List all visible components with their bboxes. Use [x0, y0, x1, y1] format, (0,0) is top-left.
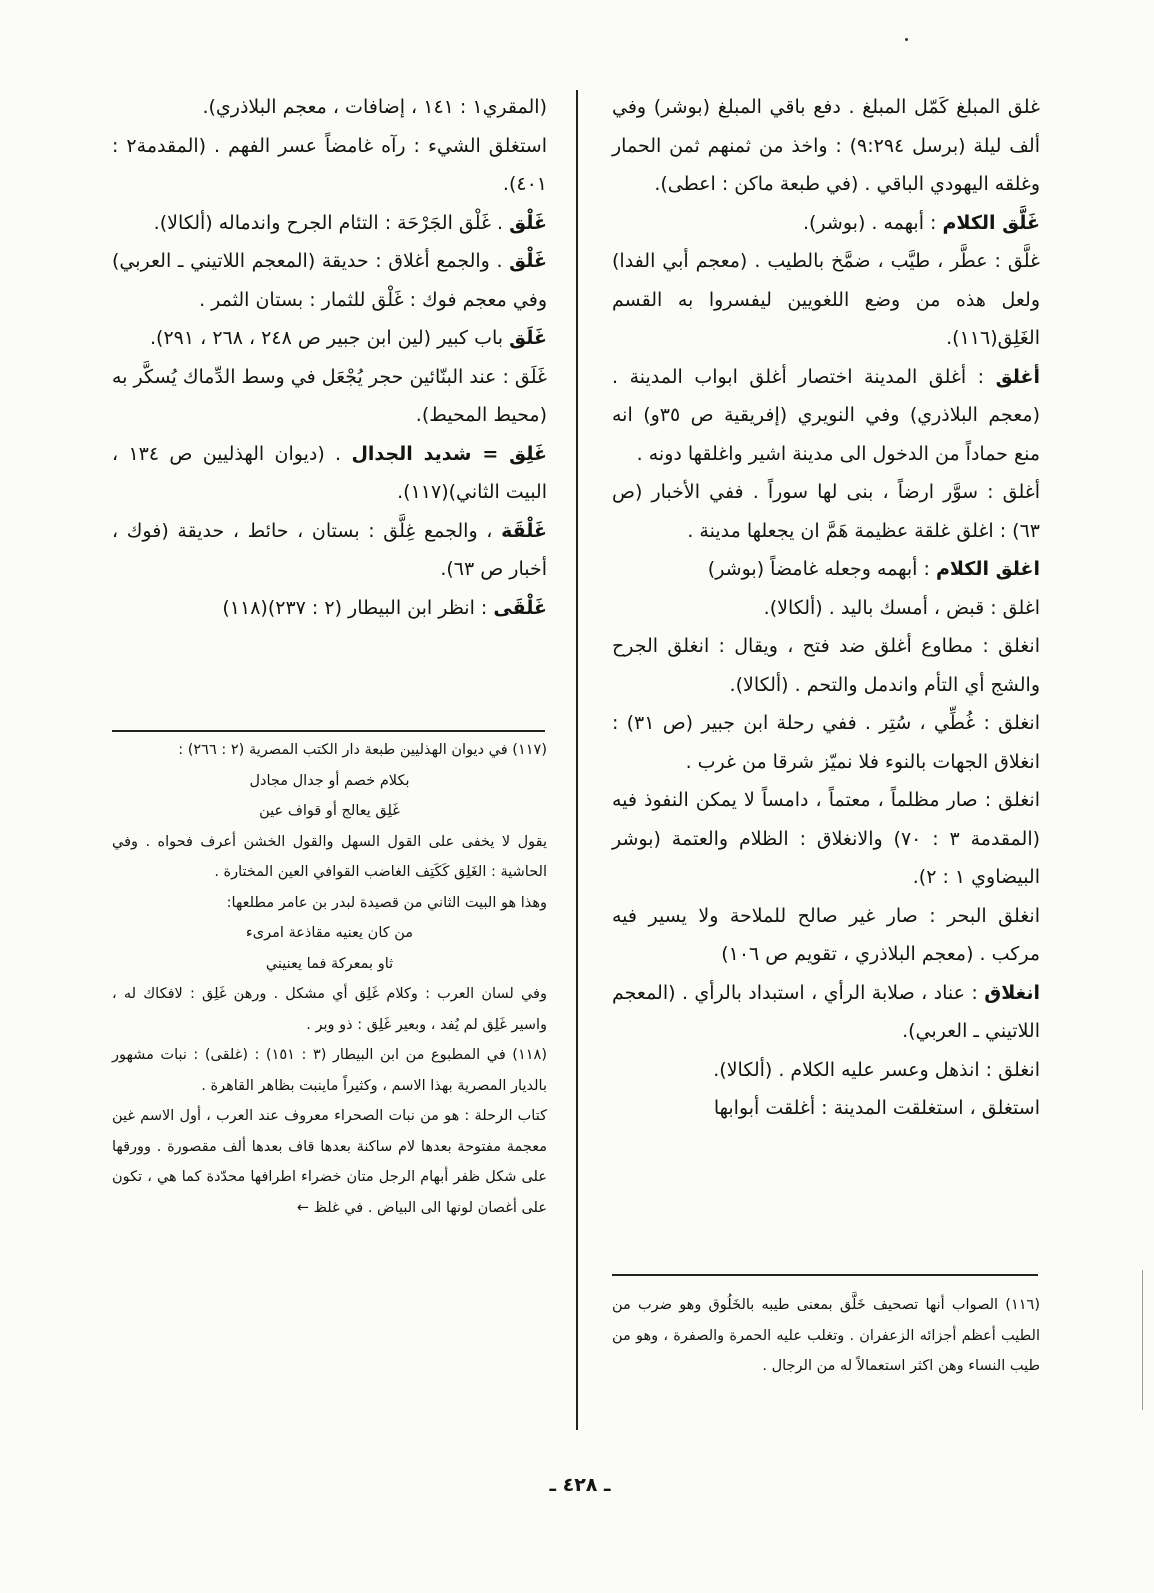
entry-text: باب كبير (لين ابن جبير ص ٢٤٨ ، ٢٦٨ ، ٢٩١). [150, 327, 504, 349]
left-footnotes [112, 735, 547, 1223]
footnote-paragraph: يقول لا يخفى على القول السهل والقول الخشن أعرف فحواه . وفي الحاشية : الغَلِق كَكَتِف الغاضب القوافي العين المختارة . [112, 833, 547, 880]
page-number: ـ ٤٢٨ ـ [549, 1474, 611, 1496]
dictionary-entry [112, 242, 547, 319]
headword: أغلق [995, 365, 1040, 388]
footnote-paragraph: وفي لسان العرب : وكلام غَلِق أي مشكل . ورهن غَلِق : لافكاك له ، واسير غَلِق لم يُفد ، وبعير غَلِق : ذو وبر . [112, 986, 547, 1033]
entry-text: اغلق : قبض ، أمسك باليد . (ألكالا). [763, 596, 1040, 619]
footnote-paragraph: كتاب الرحلة : هو من نبات الصحراء معروف عند العرب ، أول الاسم غين معجمة مفتوحة بعدها لام ساكنة بعدها قاف بعدها ألف مقصورة . وورقها على شكل ظفر أبهام الرجل متان خضراء اطرافها محدّدة كما هي ، تكون على أغصان لونها الى البياض . في غلظ ← [112, 1108, 547, 1216]
dictionary-entry [612, 974, 1040, 1051]
headword: غَلَّق الكلام [942, 211, 1040, 234]
headword: غَلِق = شديد الجدال [351, 442, 547, 465]
entry-text: انغلق : مطاوع أغلق ضد فتح ، ويقال : انغلق الجرح والشج أي التأم واندمل والتحم . (ألكالا). [612, 635, 1040, 696]
entry-text: انغلق : انذهل وعسر عليه الكلام . (ألكالا). [713, 1058, 1040, 1081]
entry-text: : أبهمه وجعله غامضاً (بوشر) [707, 558, 930, 580]
entry-text: . (ديوان الهذليين ص ١٣٤ ، البيت الثاني)(١١٧). [112, 442, 547, 503]
entry-text: استغلق ، استغلقت المدينة : أغلقت أبوابها [713, 1097, 1040, 1119]
verse-line: بكلام خصم أو جدال مجادل [249, 772, 410, 789]
entry-text: (المقري١ : ١٤١ ، إضافات ، معجم البلاذري). [202, 96, 547, 118]
entry-text: غَلَق : عند البنّائين حجر يُجْعَل في وسط الدِّماك يُسكَّر به (محيط المحيط). [112, 365, 547, 426]
dictionary-entry [112, 88, 547, 127]
headword: اغلق الكلام [935, 558, 1040, 580]
entry-text: غلق المبلغ كَمّل المبلغ . دفع باقي المبلغ (بوشر) وفي ألف ليلة (برسل ٩:٢٩٤) : واخذ من ثمنهم ثمن الحمار وغلقه اليهودي الباقي . (في طبعة ماكن : اعطى). [612, 96, 1040, 195]
entry-text: : أغلق المدينة اختصار أغلق ابواب المدينة . (معجم البلاذري) وفي النويري (إفريقية ص ٣٥و) انه منع حماداً من الدخول الى مدينة اشير واغلقها دونه . [612, 365, 1040, 465]
headword: غَلْق [509, 250, 547, 272]
dictionary-entry [112, 127, 547, 204]
right-footnotes [612, 1290, 1040, 1382]
entry-text: ، والجمع غِلَّق : بستان ، حائط ، حديقة (فوك ، أخبار ص ٦٣). [112, 519, 547, 580]
dictionary-entry [612, 781, 1040, 897]
dictionary-entry [612, 897, 1040, 974]
entry-text: انغلق البحر : صار غير صالح للملاحة ولا يسير فيه مركب . (معجم البلاذري ، تقويم ص ١٠٦) [612, 904, 1040, 965]
dictionary-entry [612, 589, 1040, 628]
footnote-paragraph: وهذا هو البيت الثاني من قصيدة لبدر بن عامر مطلعها: [226, 894, 547, 911]
speck [905, 38, 908, 41]
entry-text: : عناد ، صلابة الرأي ، استبداد بالرأي . (المعجم اللاتيني ـ العربي). [612, 981, 1040, 1042]
dictionary-entry [612, 1051, 1040, 1090]
right-footnote-rule [612, 1274, 1038, 1276]
entry-text: غلَّق : عطَّر ، طيَّب ، ضمَّخ بالطيب . (معجم أبي الفدا) ولعل هذه من وضع اللغويين ليفسروا به القسم الغَلِق(١١٦). [612, 250, 1040, 349]
right-column [612, 88, 1040, 1128]
dictionary-entry [112, 204, 547, 243]
dictionary-entry [612, 704, 1040, 781]
dictionary-entry [612, 204, 1040, 243]
dictionary-entry [612, 242, 1040, 358]
dictionary-entry [112, 589, 547, 628]
headword: غَلْقَى [493, 596, 547, 619]
headword: غَلَق [509, 327, 547, 349]
footnote-paragraph: (١١٨) في المطبوع من ابن البيطار (٣ : ١٥١) : (غلقى) : نبات مشهور بالديار المصرية بهذا الاسم ، وكثيراً ماينبت بظاهر القاهرة . [112, 1047, 547, 1094]
verse-line: ثاو بمعركة فما يعنيني [265, 955, 394, 972]
entry-text: استغلق الشيء : رآه غامضاً عسر الفهم . (المقدمة٢ : ٤٠١). [112, 134, 547, 195]
verse-line: غَلِق يعالج أو قواف عين [259, 803, 400, 819]
dictionary-entry [612, 473, 1040, 550]
dictionary-entry [612, 358, 1040, 474]
footnote-paragraph: (١١٧) في ديوان الهذليين طبعة دار الكتب المصرية (٢ : ٢٦٦) : [178, 742, 547, 758]
dictionary-entry [612, 88, 1040, 204]
entry-text: . والجمع أغلاق : حديقة (المعجم اللاتيني ـ العربي) وفي معجم فوك : غَلْق للثمار : بستان الثمر . [112, 250, 547, 311]
left-column [112, 88, 547, 627]
entry-text: : أبهمه . (بوشر). [802, 211, 937, 234]
entry-text: أغلق : سوَّر ارضاً ، بنى لها سوراً . ففي الأخبار (ص ٦٣) : اغلق غلقة عظيمة هَمَّ ان يجعلها مدينة . [612, 481, 1040, 542]
dictionary-entry [612, 1089, 1040, 1128]
headword: غَلْق [509, 211, 547, 234]
entry-text: : انظر ابن البيطار (٢ : ٢٣٧)(١١٨) [222, 596, 488, 619]
headword: انغلاق [984, 981, 1040, 1004]
verse-line: من كان يعنيه مقاذعة امرىء [245, 925, 414, 941]
headword: غَلْقَة [501, 519, 547, 542]
dictionary-entry [112, 435, 547, 512]
entry-text: انغلق : صار مظلماً ، معتماً ، دامساً لا يمكن النفوذ فيه (المقدمة ٣ : ٧٠) والانغلاق : الظلام والعتمة (بوشر البيضاوي ١ : ٢). [612, 789, 1041, 888]
dictionary-entry [612, 550, 1040, 589]
dictionary-entry [112, 512, 547, 589]
footnote-paragraph: (١١٦) الصواب أنها تصحيف خَلَّق بمعنى طيبه بالخَلُوق وهو ضرب من الطيب أعظم أجزائه الزعفران . وتغلب عليه الحمرة والصفرة ، وهو من طيب النساء وهن اكثر استعمالاً له من الرجال . [612, 1297, 1040, 1374]
dictionary-entry [612, 627, 1040, 704]
dictionary-entry [112, 358, 547, 435]
page-edge-mark [1142, 1270, 1143, 1410]
entry-text: . غَلْق الجَرْحَة : التئام الجرح واندماله (ألكالا). [153, 211, 504, 234]
column-divider [576, 90, 578, 1430]
dictionary-entry [112, 319, 547, 358]
entry-text: انغلق : غُطِّي ، سُتِر . ففي رحلة ابن جبير (ص ٣١) : انغلاق الجهات بالنوء فلا نميّز شرقا من غرب . [612, 712, 1040, 773]
left-footnote-rule [112, 730, 545, 732]
